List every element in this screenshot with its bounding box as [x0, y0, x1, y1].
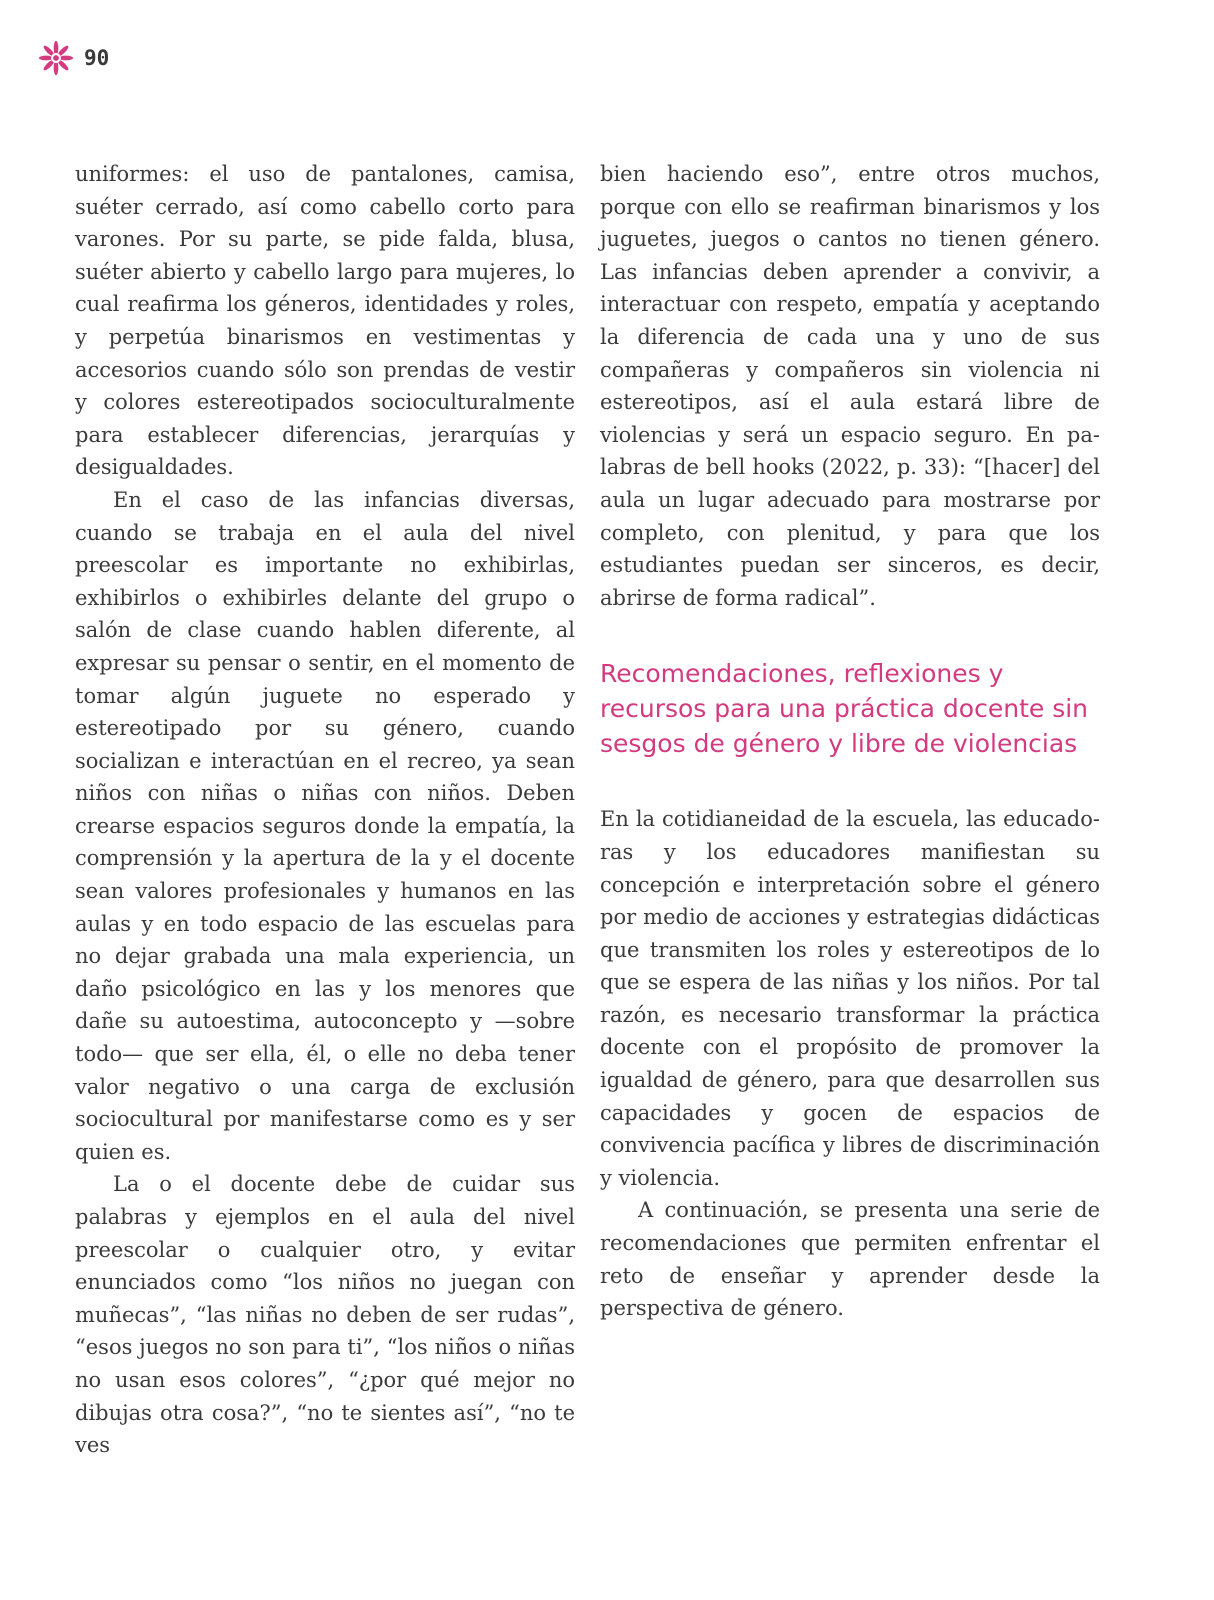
- body-paragraph: La o el docente debe de cuidar sus palabras y ejemplos en el aula del nivel preescolar o cualquier otro, y evitar enunciados como “los niños no juegan con muñecas”, “las niñas no deben de ser rudas”, “esos juegos no son para ti”, “los niños o niñas no usan esos colores”, “¿por qué mejor no dibujas otra cosa?”, “no te sientes así”, “no te ves: [75, 1172, 575, 1458]
- body-paragraph: uniformes: el uso de pantalones, camisa, suéter cerrado, así como cabello corto para varones. Por su parte, se pide falda, blusa, suéter abierto y cabello largo para mujeres, lo cual reafirma los géneros, identidades y roles, y perpetúa binarismos en vestimentas y accesorios cuando sólo son prendas de vestir y colores estereotipados socioculturalmente para establecer diferencias, jerarquías y desigualdades.: [75, 162, 575, 480]
- body-paragraph: En la cotidianeidad de la escuela, las educadoras y los educadores manifiestan su concepción e interpretación sobre el género por medio de acciones y estrategias didácticas que transmiten los roles y estereotipos de lo que se espera de las niñas y los niños. Por tal razón, es necesario transformar la práctica docente con el propósito de promover la igualdad de género, para que desarrollen sus capacidades y gocen de espacios de convivencia pacífica y libres de discriminación y violencia.: [600, 807, 1100, 1190]
- page-header: [38, 40, 109, 76]
- asterisk-flower-icon: [38, 40, 74, 76]
- body-paragraph: En el caso de las infancias diversas, cuando se trabaja en el aula del nivel preescolar es importante no exhibirlas, exhibirlos o exhibirles delante del grupo o salón de clase cuando hablen diferente, al expresar su pensar o sentir, en el momento de tomar algún juguete no esperado y estereotipado por su género, cuando socializan e interactúan en el recreo, ya sean niños con niñas o niñas con niños. Deben crearse espacios seguros donde la empatía, la comprensión y la apertura de la y el docente sean valores profesionales y humanos en las aulas y en todo espacio de las escuelas para no dejar grabada una mala experiencia, un daño psicológico en las y los menores que dañe su autoestima, autoconcepto y —sobre todo— que ser ella, él, o elle no deba tener valor negativo o una carga de exclusión sociocultural por manifestarse como es y ser quien es.: [75, 487, 575, 1164]
- body-paragraph-continued: bien haciendo eso”, entre otros muchos, porque con ello se reafirman binarismos y los juguetes, juegos o cantos no tienen género. Las infancias deben aprender a convivir, a interactuar con respeto, empatía y aceptando la diferencia de cada una y uno de sus compañeras y compañeros sin violencia ni estereotipos, así el aula estará libre de violencias y será un espacio seguro. En palabras de bell hooks (2022, p. 33): “[hacer] del aula un lugar adecuado para mostrarse por completo, con plenitud, y para que los estudiantes puedan ser sinceros, es decir, abrirse de forma radical”.: [600, 162, 1100, 610]
- left-column: [75, 158, 575, 1462]
- page-number: 90: [84, 46, 110, 70]
- section-heading: Recomendaciones, reflexiones y recursos para una práctica docente sin sesgos de género y libre de violencias: [600, 659, 1089, 759]
- body-paragraph: A continuación, se presenta una serie de recomendaciones que permiten enfrentar el reto de enseñar y aprender desde la perspectiva de género.: [600, 1198, 1100, 1321]
- right-column: [600, 158, 1100, 1325]
